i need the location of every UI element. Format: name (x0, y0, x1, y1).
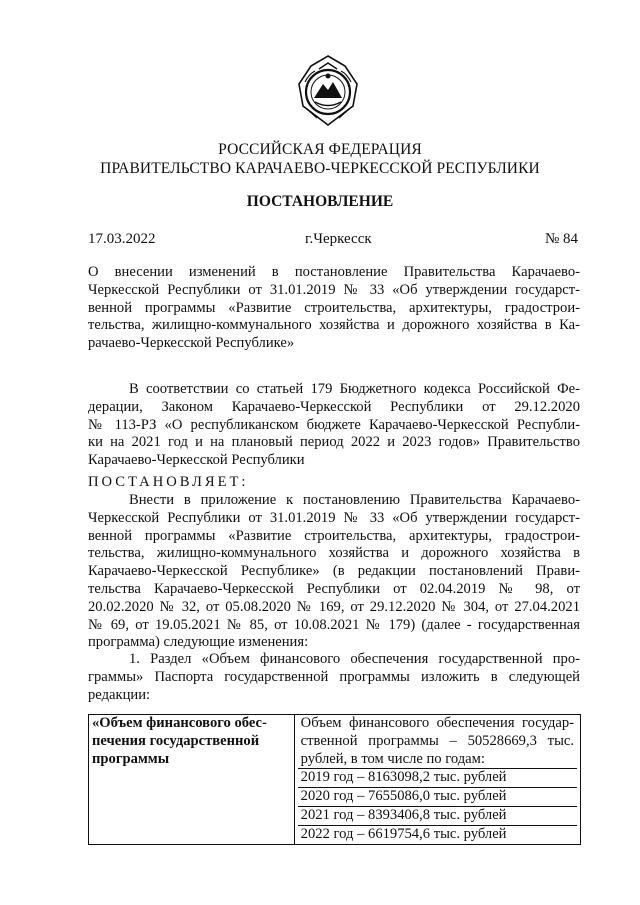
value-line: ственной программы – 50528669,3 тыс. (300, 732, 574, 749)
subject-line: венной программы «Развитие строительства, архитектуры, градострои- (88, 299, 580, 316)
document-subject (88, 264, 580, 353)
financing-year-row (298, 768, 577, 787)
value-line: 2020 год – 7655086,0 тыс. рублей (300, 788, 507, 805)
paragraph-line: Внести в приложение к постановлению Правительства Карачаево- (129, 492, 580, 508)
paragraph-line: № 69, от 19.05.2021 № 85, от 10.08.2021 № 179) (далее - государственная (88, 616, 580, 633)
coat-of-arms-emblem (295, 54, 361, 127)
paragraph-line: граммы» Паспорта государственной программы изложить в следующей (88, 668, 580, 685)
subject-line: рачаево-Черкесской Республике» (88, 335, 295, 352)
paragraph-line: Черкесской Республики от 31.01.2019 № 33 «Об утверждении государст- (88, 509, 580, 526)
paragraph-line: тельства, жилищно-коммунального хозяйства и дорожного хозяйства в (88, 545, 580, 562)
value-line: 2022 год – 6619754,6 тыс. рублей (300, 825, 507, 842)
section-1-paragraph (88, 651, 580, 704)
decree-word: ПОСТАНОВЛЯЕТ: (88, 474, 249, 490)
label-line: печения государственной (92, 732, 260, 749)
label-line: «Объем финансового обес- (92, 715, 267, 731)
table-row (89, 715, 581, 845)
paragraph-line: № 113-РЗ «О республиканском бюджете Карачаево-Черкесской Республи- (88, 416, 580, 433)
header-country: РОССИЙСКАЯ ФЕДЕРАЦИЯ (218, 141, 422, 158)
subject-line: тельства, жилищно-коммунального хозяйства и дорожного хозяйства в Ка- (88, 317, 580, 334)
paragraph-line: дерации, Законом Карачаево-Черкесской Республики от 29.12.2020 (88, 398, 580, 415)
paragraph-line: В соответствии со статьей 179 Бюджетного кодекса Российской Фе- (129, 381, 580, 397)
paragraph-line: ки на 2021 год и на плановый период 2022 и 2023 годов» Правительство (88, 434, 580, 451)
financing-value-cell (294, 715, 580, 845)
document-number: № 84 (545, 231, 579, 247)
amendment-paragraph (88, 492, 580, 652)
header-government: ПРАВИТЕЛЬСТВО КАРАЧАЕВО-ЧЕРКЕССКОЙ РЕСПУБЛИКИ (100, 160, 540, 177)
document-type-title: ПОСТАНОВЛЕНИЕ (246, 193, 394, 210)
value-line: 2019 год – 8163098,2 тыс. рублей (300, 769, 507, 786)
paragraph-line: 1. Раздел «Объем финансового обеспечения государственной про- (129, 651, 580, 667)
paragraph-line: Карачаево-Черкесской Республики (88, 452, 305, 469)
financing-year-row (298, 787, 577, 806)
value-line: Объем финансового обеспечения государ- (300, 715, 574, 731)
paragraph-line: Карачаево-Черкесской Республике» (в редакции постановлений Прави- (88, 563, 580, 580)
financing-year-row (298, 806, 577, 825)
value-line: 2021 год – 8393406,8 тыс. рублей (300, 806, 507, 823)
subject-line: О внесении изменений в постановление Правительства Карачаево- (88, 264, 580, 280)
financing-year-row (298, 825, 577, 844)
value-line: рублей, в том числе по годам: (300, 750, 485, 767)
label-line: программы (92, 750, 170, 767)
paragraph-line: программа) следующие изменения: (88, 634, 309, 651)
paragraph-line: венной программы «Развитие строительства, архитектуры, градострои- (88, 527, 580, 544)
document-date: 17.03.2022 (88, 231, 156, 247)
paragraph-line: тельства Карачаево-Черкесской Республики от 02.04.2019 № 98, от (88, 580, 580, 597)
preamble-paragraph (88, 381, 580, 470)
subject-line: Черкесской Республики от 31.01.2019 № 33 «Об утверждении государст- (88, 281, 580, 298)
paragraph-line: редакции: (88, 686, 151, 703)
document-city: г.Черкесск (305, 231, 372, 247)
financing-label-cell (89, 715, 295, 845)
paragraph-line: 20.02.2020 № 32, от 05.08.2020 № 169, от 29.12.2020 № 304, от 27.04.2021 (88, 598, 580, 615)
financing-table (88, 714, 581, 845)
financing-intro (298, 715, 577, 768)
